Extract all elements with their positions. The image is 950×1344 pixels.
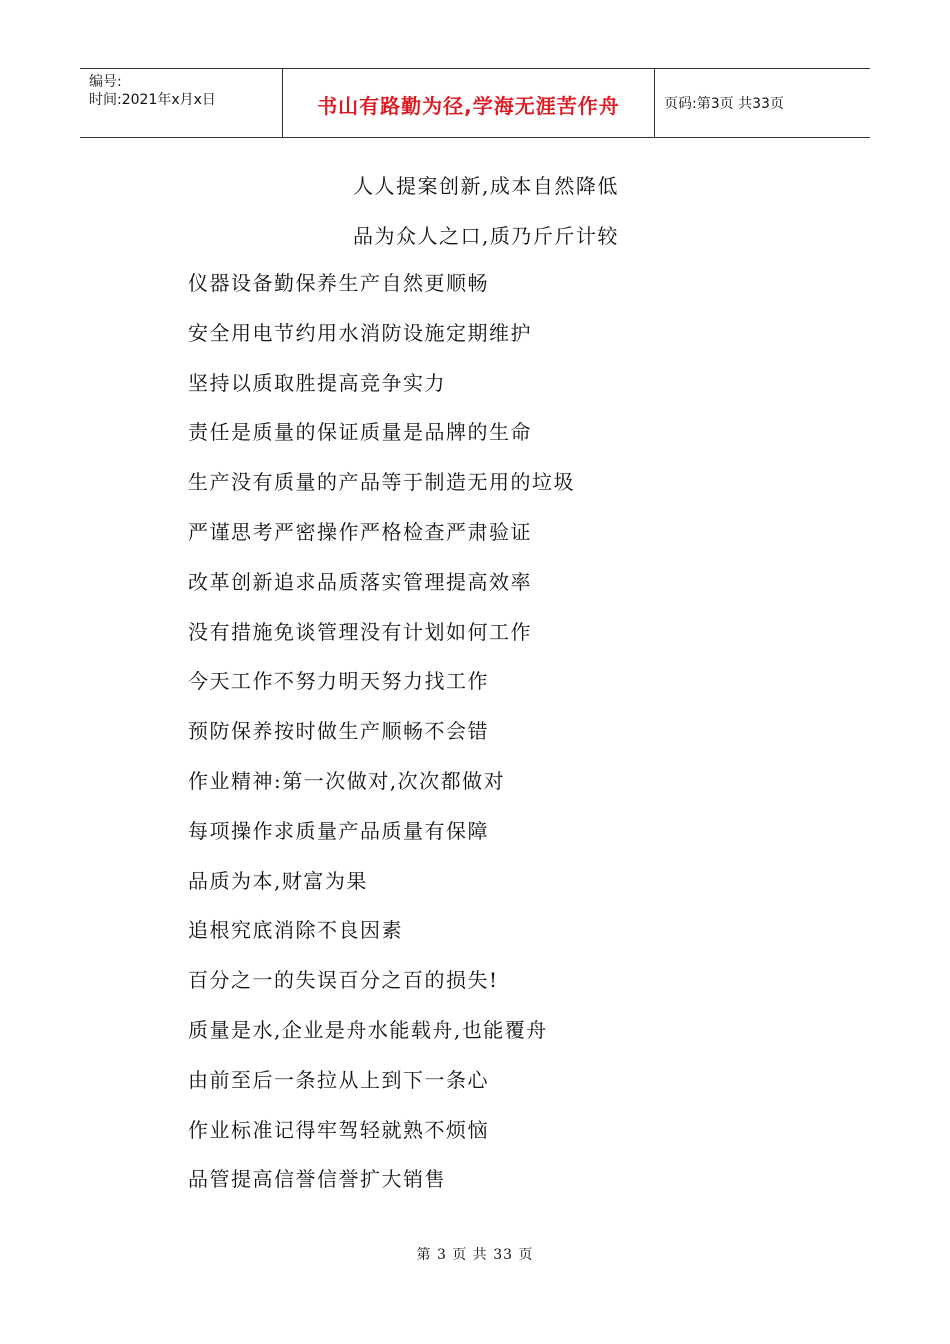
slogan-line: 百分之一的失误百分之百的损失! [188,968,499,993]
slogan-line: 作业标准记得牢驾轻就熟不烦恼 [188,1117,489,1142]
slogan-line: 仪器设备勤保养生产自然更顺畅 [188,271,489,295]
header-page-info: 页码:第3页 共33页 [664,96,784,112]
centered-line: 品为众人之口,质乃斤斤计较 [353,224,619,248]
slogan-line: 品质为本,财富为果 [188,868,368,893]
slogan-line: 由前至后一条拉从上到下一条心 [188,1067,489,1092]
slogan-line: 品管提高信誉信誉扩大销售 [188,1167,446,1192]
time-label: 时间:2021年x月x日 [89,92,216,108]
slogan-line: 责任是质量的保证质量是品牌的生命 [188,420,532,445]
header-motto: 书山有路勤为径,学海无涯苦作舟 [283,69,655,137]
header-meta [80,69,283,137]
slogan-line: 坚持以质取胜提高竞争实力 [188,370,446,395]
number-label: 编号: [89,74,122,90]
slogan-line: 作业精神:第一次做对,次次都做对 [188,768,506,793]
slogan-list [188,268,575,1214]
slogan-line: 追根究底消除不良因素 [188,918,403,943]
centered-line: 人人提案创新,成本自然降低 [353,174,619,198]
slogan-line: 安全用电节约用水消防设施定期维护 [188,320,532,345]
slogan-line: 今天工作不努力明天努力找工作 [188,669,489,694]
page-header [80,68,870,138]
slogan-line: 改革创新追求品质落实管理提高效率 [188,569,532,594]
slogan-line: 生产没有质量的产品等于制造无用的垃圾 [188,470,575,495]
page-footer: 第 3 页 共 33 页 [416,1247,534,1263]
slogan-line: 预防保养按时做生产顺畅不会错 [188,719,489,744]
slogan-line: 质量是水,企业是舟水能载舟,也能覆舟 [188,1017,548,1042]
slogan-line: 没有措施免谈管理没有计划如何工作 [188,619,532,644]
slogan-line: 每项操作求质量产品质量有保障 [188,818,489,843]
slogan-line: 严谨思考严密操作严格检查严肃验证 [188,519,532,544]
